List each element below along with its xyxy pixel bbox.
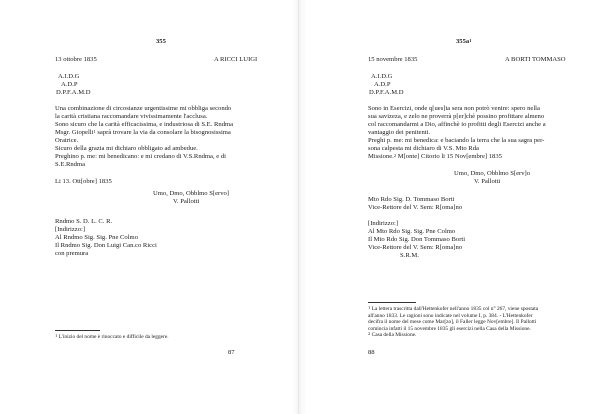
footnote-number: 2 xyxy=(368,331,371,336)
body-line: Sono in Esercizi, onde q[ues]ta sera non potrò venire: spero nella xyxy=(368,105,540,112)
body-text: M[onte] Citorio li 15 Nov[embre] 1835 xyxy=(396,153,502,160)
address-line: con premura xyxy=(55,250,89,257)
letter-date: 15 novembre 1835 xyxy=(368,56,418,63)
body-line: Sicuro della grazia mi dichiaro obbligato ad ambedue. xyxy=(55,145,198,152)
letter-recipient: A BORTI TOMMASO xyxy=(505,56,566,63)
footnote-text: La lettera trascritta dall'Hettenkofer nell'anno 1835 col n° 267, viene spostata xyxy=(371,306,539,312)
address-line: Al Mto Rdo Sig. Sig. Pne Colmo xyxy=(368,228,456,235)
salutation-line: A.D.P xyxy=(374,81,391,88)
footnote-divider xyxy=(368,302,416,303)
place-date: Li 13. Ott[obre] 1835 xyxy=(55,178,112,185)
body-line xyxy=(55,129,231,137)
page-number: 87 xyxy=(228,349,235,356)
address-line: [Indirizzo:] xyxy=(55,226,86,233)
address-line: Al Rndmo Sig. Sig. Pne Colmo xyxy=(55,234,138,241)
salutation-line: D.P.F.A.M.D xyxy=(56,89,91,96)
body-line: Sono sicuro che la carità efficacissima, e industriosa di S.E. Rndma xyxy=(55,121,234,128)
body-line: Preghino p. me: mi benedicano: e mi credano di V.S.Rndma, e di xyxy=(55,153,226,160)
letter-date: 13 ottobre 1835 xyxy=(55,56,97,63)
body-line: la carità cristiana raccomandare vivissimamente l'acclusa. xyxy=(55,113,208,120)
footnote xyxy=(368,332,416,338)
body-line xyxy=(368,153,502,161)
address-line: [Indirizzo:] xyxy=(368,220,399,227)
address-line: Il Rndmo Sig. Don Luigi Can.co Ricci xyxy=(55,242,157,249)
body-line: S.E.Rndma xyxy=(55,161,86,168)
footnote-text: Casa della Missione. xyxy=(371,332,417,338)
footnote-number: 1 xyxy=(55,333,58,338)
footnote-divider xyxy=(55,330,100,331)
body-text: saprà trovare la via da consolare la bisognosissima xyxy=(95,129,231,136)
signoff-line: Vice-Rettore del V. Sem: R[oma]no xyxy=(368,204,463,211)
footnote-reference: 2 xyxy=(393,153,397,158)
page-number: 88 xyxy=(368,349,375,356)
footnote xyxy=(55,334,169,340)
salutation-line: A.D.P xyxy=(61,81,78,88)
closing-line: Umo, Dmo, Obblmo S[ervo] xyxy=(153,190,230,197)
footnote-text: comincia infatti il 15 novembre 1835 gli esercizi nella Casa della Missione. xyxy=(368,325,531,332)
footnote-text: L'inizio del nome è rinoccato e difficile da leggere. xyxy=(58,334,169,340)
page-header xyxy=(456,38,471,46)
letter-recipient: A RICCI LUIGI xyxy=(214,56,258,63)
footnote xyxy=(368,306,538,312)
signature: V. Pallotti xyxy=(173,198,200,205)
signoff-line: Mto Rdo Sig. D. Tommaso Borti xyxy=(368,196,455,203)
address-line: Vice-Rettore del V. Sem: R[oma]no xyxy=(368,244,463,251)
salutation-line: A.I.D.G xyxy=(371,73,393,80)
body-text: Missione. xyxy=(368,153,394,160)
right-page xyxy=(299,0,598,414)
address-line: Il Mto Rdo Sig. Don Tommaso Borti xyxy=(368,236,466,243)
address-line: Rndmo S. D. L. C. R. xyxy=(55,218,113,225)
footnote-reference: 1 xyxy=(93,129,96,134)
footnote-reference: 1 xyxy=(469,38,472,43)
page-header-number: 355a xyxy=(456,38,470,45)
body-line: sua savizeza, e zelo ne proverrà p[er]chè possino profittare almeno xyxy=(368,113,545,120)
salutation-line: D.P.F.A.M.D xyxy=(369,89,404,96)
footnote-number: 1 xyxy=(368,305,371,310)
salutation-line: A.I.D.G xyxy=(58,73,80,80)
body-line: vantaggio dei penitenti. xyxy=(368,129,431,136)
address-line: S.R.M. xyxy=(400,252,419,259)
footnote-text: decifra il nome del mese come Mar[zo], il Faller legge Nov[embre]. Il Pallotti xyxy=(368,319,537,325)
body-line: Una combinazione di circostanze urgentissime mi obbliga secondo xyxy=(55,105,232,112)
body-line: sona calpesta mi dichiaro di V.S. Mto Rda xyxy=(368,145,479,152)
body-text: Msgr. Giopelli xyxy=(55,129,94,136)
footnote-text: all'anno 1833. Le ragioni sono indicate nel volume I, p. 384. - L'Hettenkofer xyxy=(368,312,533,319)
body-line: col raccomandarmi a Dio, affinchè io profitti degli Esercizi anche a xyxy=(368,121,546,128)
body-line: Preghi p. me: mi benedica: e baciando la terra che la sua sagra per- xyxy=(368,137,545,144)
page-header: 355 xyxy=(156,38,166,45)
signature: V. Pallotti xyxy=(474,178,501,185)
closing-line: Umo, Dmo, Obblmo S[erv]o xyxy=(454,170,531,177)
body-line: Oratrice. xyxy=(55,137,79,144)
